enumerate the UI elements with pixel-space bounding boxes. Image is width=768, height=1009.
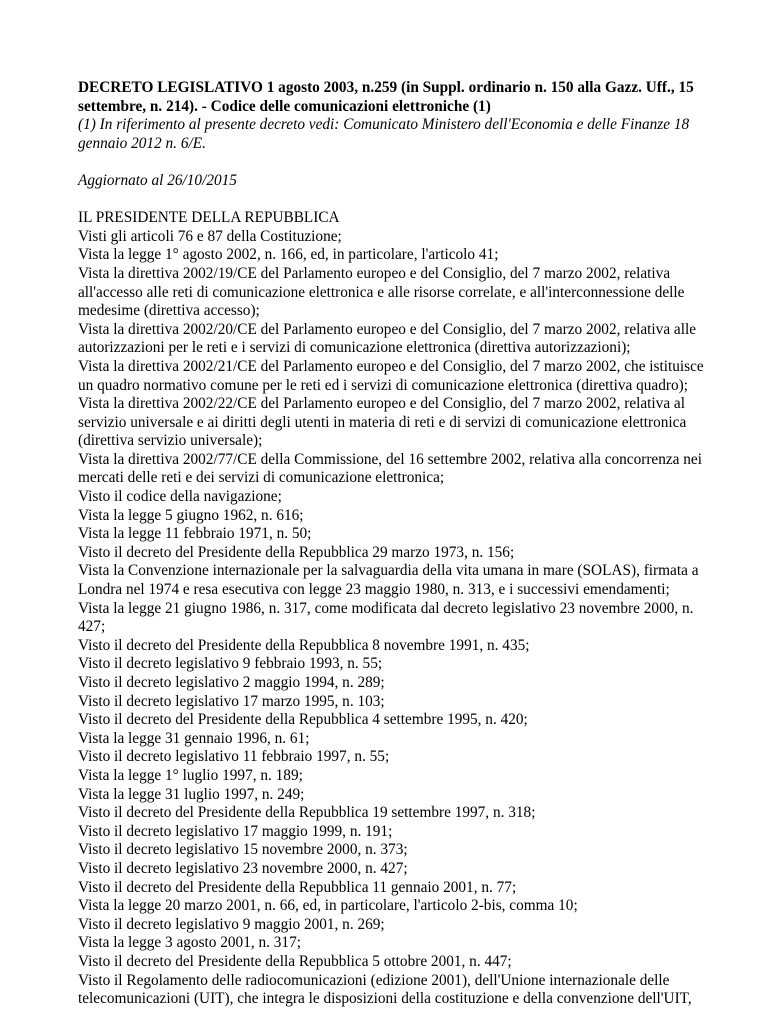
recital-line: Vista la direttiva 2002/20/CE del Parlamento europeo e del Consiglio, del 7 marzo 2002, relativa alle autorizzazioni per le reti e i servizi di comunicazione elettronica (direttiva autorizzazioni); bbox=[78, 320, 697, 357]
decree-title: DECRETO LEGISLATIVO 1 agosto 2003, n.259 (in Suppl. ordinario n. 150 alla Gazz. Uff., 15 settembre, n. 214). - Codice delle comunicazioni elettroniche (1) bbox=[78, 79, 694, 115]
recital-line: Vista la legge 1° luglio 1997, n. 189; bbox=[78, 766, 303, 784]
recital-line: Visto il decreto del Presidente della Repubblica 19 settembre 1997, n. 318; bbox=[78, 804, 536, 822]
recital-line: Visto il decreto legislativo 17 maggio 1999, n. 191; bbox=[78, 822, 393, 840]
recital-line: Visto il decreto del Presidente della Repubblica 11 gennaio 2001, n. 77; bbox=[78, 878, 517, 896]
recital-line: Visto il decreto legislativo 23 novembre 2000, n. 427; bbox=[78, 859, 408, 877]
recital-line: Vista la legge 1° agosto 2002, n. 166, ed, in particolare, l'articolo 41; bbox=[78, 246, 499, 264]
recital-line: Vista la legge 3 agosto 2001, n. 317; bbox=[78, 934, 301, 952]
recital-line: Vista la legge 5 giugno 1962, n. 616; bbox=[78, 506, 304, 524]
recital-line: Vista la legge 11 febbraio 1971, n. 50; bbox=[78, 525, 312, 543]
updated-date: Aggiornato al 26/10/2015 bbox=[78, 171, 237, 189]
recital-line: Visti gli articoli 76 e 87 della Costituzione; bbox=[78, 227, 342, 245]
recital-line: Visto il decreto del Presidente della Repubblica 29 marzo 1973, n. 156; bbox=[78, 543, 515, 561]
recital-line: Visto il decreto legislativo 17 marzo 1995, n. 103; bbox=[78, 692, 385, 710]
recital-line: Vista la direttiva 2002/77/CE della Commissione, del 16 settembre 2002, relativa alla concorrenza nei mercati delle reti e dei servizi di comunicazione elettronica; bbox=[78, 450, 702, 487]
recital-line: Vista la Convenzione internazionale per la salvaguardia della vita umana in mare (SOLAS), firmata a Londra nel 1974 e resa esecutiva con legge 23 maggio 1980, n. 313, e i successivi emendamenti; bbox=[78, 562, 699, 599]
recitals-list bbox=[78, 228, 718, 1009]
recital-line: Vista la legge 21 giugno 1986, n. 317, come modificata dal decreto legislativo 23 novembre 2000, n. 427; bbox=[78, 599, 694, 636]
reference-note: (1) In riferimento al presente decreto vedi: Comunicato Ministero dell'Economia e delle Finanze 18 gennaio 2012 n. 6/E. bbox=[78, 116, 690, 152]
recital-line: Visto il decreto del Presidente della Repubblica 5 ottobre 2001, n. 447; bbox=[78, 952, 512, 970]
recital-line: Visto il Regolamento delle radiocomunicazioni (edizione 2001), dell'Unione internazionale delle telecomunicazioni (UIT), che integra le disposizioni della costituzione e della convenzione dell'UIT, bbox=[78, 971, 692, 1008]
recital-line: Vista la direttiva 2002/19/CE del Parlamento europeo e del Consiglio, del 7 marzo 2002, relativa all'accesso alle reti di comunicazione elettronica e alle risorse correlate, e all'interconnessione delle medesime (direttiva accesso); bbox=[78, 264, 685, 320]
recital-line: Visto il decreto legislativo 2 maggio 1994, n. 289; bbox=[78, 674, 385, 691]
recital-line: Vista la legge 31 gennaio 1996, n. 61; bbox=[78, 729, 310, 747]
recital-line: Vista la legge 20 marzo 2001, n. 66, ed, in particolare, l'articolo 2-bis, comma 10; bbox=[78, 897, 578, 915]
recital-line: Visto il decreto del Presidente della Repubblica 8 novembre 1991, n. 435; bbox=[78, 636, 530, 654]
document-page bbox=[78, 79, 718, 1009]
recital-line: Visto il decreto legislativo 9 febbraio 1993, n. 55; bbox=[78, 655, 383, 673]
recital-line: Visto il decreto legislativo 9 maggio 2001, n. 269; bbox=[78, 915, 385, 933]
recital-line: Visto il codice della navigazione; bbox=[78, 488, 282, 506]
recital-line: Visto il decreto legislativo 11 febbraio 1997, n. 55; bbox=[78, 748, 390, 766]
president-heading: IL PRESIDENTE DELLA REPUBBLICA bbox=[78, 209, 340, 227]
recital-line: Visto il decreto legislativo 15 novembre 2000, n. 373; bbox=[78, 841, 408, 859]
recital-line: Vista la direttiva 2002/21/CE del Parlamento europeo e del Consiglio, del 7 marzo 2002, che istituisce un quadro normativo comune per le reti ed i servizi di comunicazione elettronica (direttiva quadro); bbox=[78, 357, 704, 394]
recital-line: Vista la legge 31 luglio 1997, n. 249; bbox=[78, 785, 305, 803]
recital-line: Vista la direttiva 2002/22/CE del Parlamento europeo e del Consiglio, del 7 marzo 2002, relativa al servizio universale e ai diritti degli utenti in materia di reti e di servizi di comunicazione elettronica (direttiva servizio universale); bbox=[78, 395, 687, 450]
recital-line: Visto il decreto del Presidente della Repubblica 4 settembre 1995, n. 420; bbox=[78, 711, 528, 729]
